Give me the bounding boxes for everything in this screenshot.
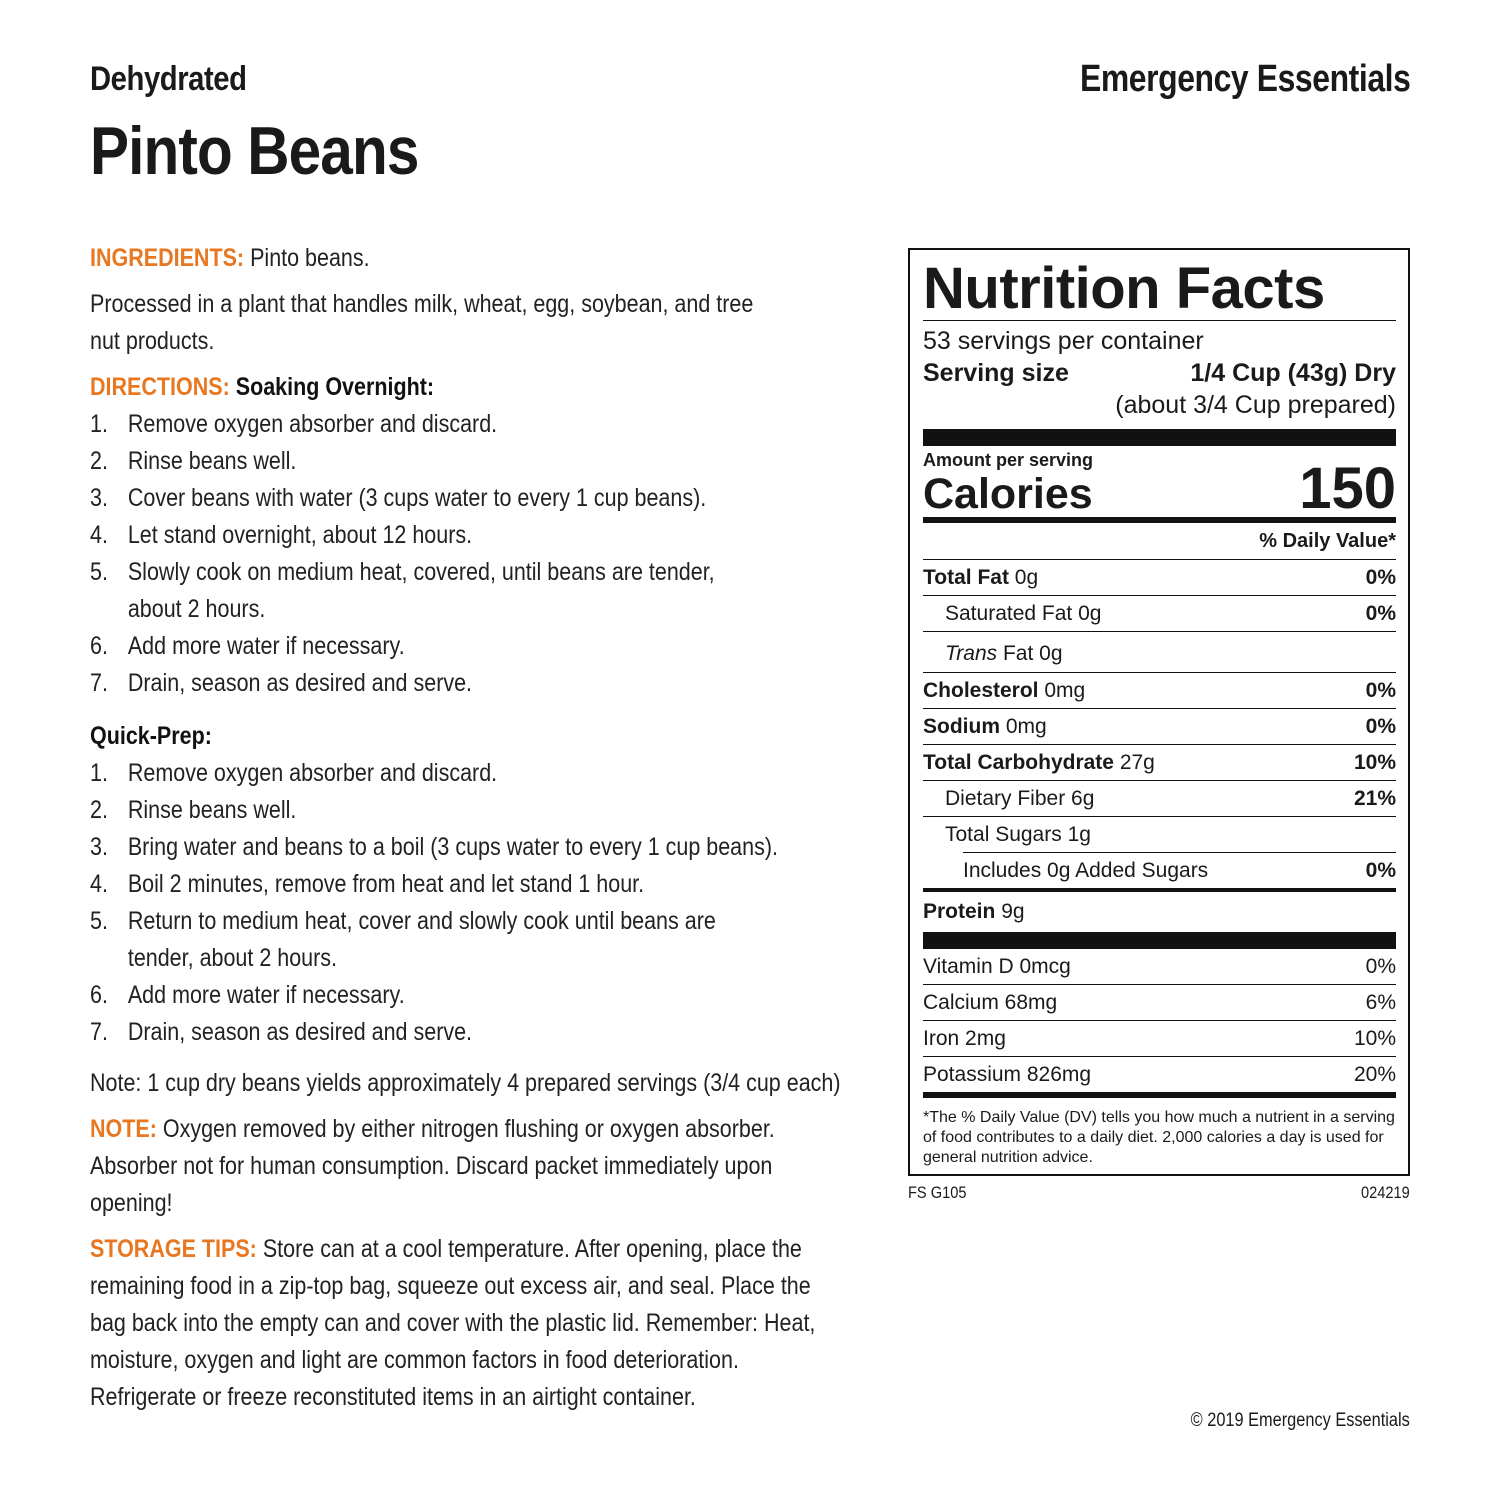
nutrient-row-total-carbohydrate: Total Carbohydrate 27g 10% (923, 751, 1396, 774)
list-item: 3. Bring water and beans to a boil (3 cups water to every 1 cup beans). (90, 833, 778, 861)
list-item: 7. Drain, season as desired and serve. (90, 669, 473, 697)
copyright-notice: © 2019 Emergency Essentials (1190, 1410, 1410, 1431)
brand-name: Emergency Essentials (1079, 58, 1410, 100)
product-title: Pinto Beans (90, 113, 419, 189)
overnight-title: Soaking Overnight: (235, 373, 435, 401)
nutrient-row-trans-fat: Trans Fat 0g (945, 642, 1063, 665)
amount-per-serving: Amount per serving (923, 450, 1094, 470)
nutrient-row-vitamin-d: Vitamin D 0mcg 0% (923, 955, 1396, 978)
list-item: 6. Add more water if necessary. (90, 981, 405, 1009)
nutrient-row-calcium: Calcium 68mg 6% (923, 991, 1396, 1014)
nutrient-row-saturated-fat: Saturated Fat 0g 0% (945, 602, 1396, 625)
ingredients-label: INGREDIENTS: (90, 244, 245, 272)
note-label: NOTE: (90, 1115, 157, 1143)
storage-label: STORAGE TIPS: (90, 1235, 257, 1263)
product-code: FS G105 (908, 1183, 967, 1202)
date-code: 024219 (1361, 1183, 1410, 1202)
nutrient-row-dietary-fiber: Dietary Fiber 6g 21% (945, 787, 1396, 810)
directions-heading (90, 369, 847, 406)
daily-value-footnote: *The % Daily Value (DV) tells you how much a nutrient in a serving of food contributes to a daily diet. 2,000 calories a day is used for general nutrition advice. (923, 1109, 1395, 1166)
nutrient-row-total-fat: Total Fat 0g 0% (923, 566, 1396, 589)
yield-note: Note: 1 cup dry beans yields approximately 4 prepared servings (3/4 cup each) (90, 1069, 841, 1097)
list-item: 3. Cover beans with water (3 cups water to every 1 cup beans). (90, 484, 707, 512)
quick-prep-title: Quick-Prep: (90, 722, 212, 750)
nutrient-row-cholesterol: Cholesterol 0mg 0% (923, 679, 1396, 702)
ingredients (90, 240, 847, 277)
list-item: 2. Rinse beans well. (90, 796, 297, 824)
nutrition-facts-title: Nutrition Facts (923, 256, 1325, 321)
product-subtitle: Dehydrated (90, 60, 247, 98)
note-text: Oxygen removed by either nitrogen flushing or oxygen absorber. Absorber not for human consumption. Discard packet immediately upon opening! (90, 1115, 775, 1217)
quick-prep-steps (90, 755, 787, 1051)
nutrient-row-added-sugars: Includes 0g Added Sugars 0% (963, 859, 1396, 882)
serving-size-value: 1/4 Cup (43g) Dry (1190, 359, 1396, 387)
ingredients-text: Pinto beans. (250, 244, 370, 272)
nutrient-row-potassium: Potassium 826mg 20% (923, 1063, 1396, 1086)
overnight-steps (90, 406, 769, 702)
serving-size (923, 357, 1396, 389)
daily-value-header: % Daily Value* (1259, 530, 1396, 552)
nutrient-row-protein: Protein 9g (923, 900, 1025, 923)
serving-size-label: Serving size (923, 359, 1069, 387)
oxygen-note (90, 1111, 847, 1222)
nutrient-row-total-sugars: Total Sugars 1g (945, 823, 1091, 846)
list-item: 5. Slowly cook on medium heat, covered, until beans are tender, about 2 hours. (90, 558, 715, 623)
calories-value: 150 (1299, 456, 1396, 521)
list-item: 6. Add more water if necessary. (90, 632, 405, 660)
label-text-column (90, 240, 847, 1425)
calories-label: Calories (923, 470, 1093, 518)
list-item: 1. Remove oxygen absorber and discard. (90, 410, 498, 438)
storage-tips (90, 1231, 847, 1416)
servings-per-container: 53 servings per container (923, 327, 1204, 355)
list-item: 4. Boil 2 minutes, remove from heat and let stand 1 hour. (90, 870, 645, 898)
list-item: 5. Return to medium heat, cover and slowly cook until beans are tender, about 2 hours. (90, 907, 716, 972)
nutrition-facts-panel (908, 248, 1410, 1176)
nutrient-row-iron: Iron 2mg 10% (923, 1027, 1396, 1050)
list-item: 1. Remove oxygen absorber and discard. (90, 759, 498, 787)
list-item: 4. Let stand overnight, about 12 hours. (90, 521, 473, 549)
allergen-statement: Processed in a plant that handles milk, wheat, egg, soybean, and tree nut products. (90, 290, 754, 355)
storage-text: Store can at a cool temperature. After opening, place the remaining food in a zip-top bag, squeeze out excess air, and seal. Place the bag back into the empty can and cover with the plastic lid. Remember: Heat, moisture, oxygen and light are common factors in food deterioration. Refrigerate or freeze reconstituted items in an airtight container. (90, 1235, 816, 1411)
list-item: 7. Drain, season as desired and serve. (90, 1018, 473, 1046)
list-item: 2. Rinse beans well. (90, 447, 297, 475)
serving-size-prepared: (about 3/4 Cup prepared) (1115, 391, 1396, 419)
directions-label: DIRECTIONS: (90, 373, 230, 401)
nutrient-row-sodium: Sodium 0mg 0% (923, 715, 1396, 738)
